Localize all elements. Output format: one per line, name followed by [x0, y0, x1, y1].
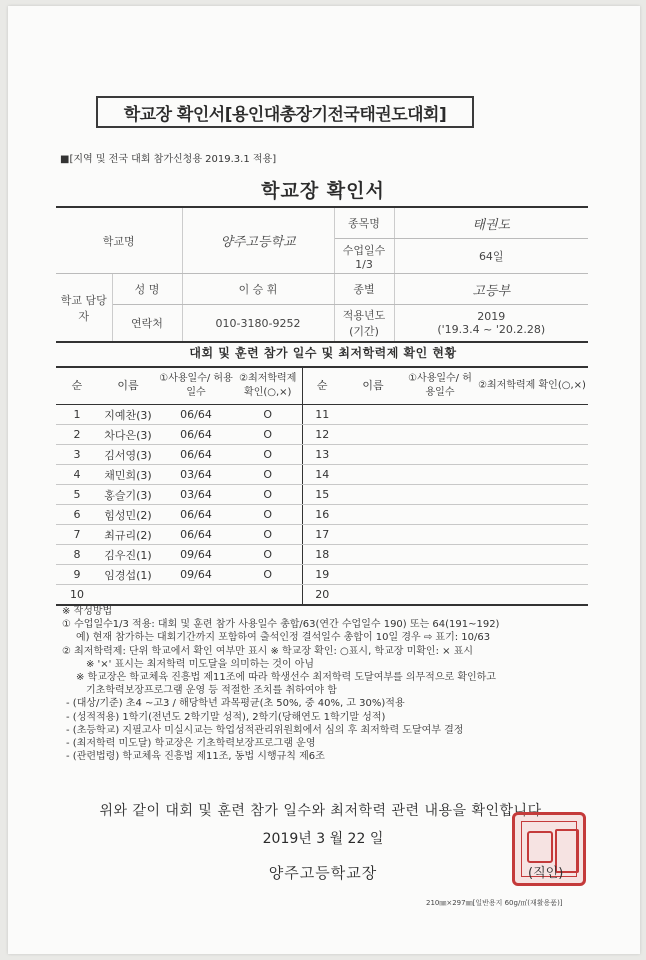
used-days-2 [404, 585, 476, 606]
row-number: 1 [56, 405, 98, 425]
minimum-grade-check-2 [476, 585, 588, 606]
used-days-2 [404, 405, 476, 425]
student-name-2 [342, 505, 404, 525]
row-number-2: 14 [302, 465, 342, 485]
col-pass: ②최저학력제 확인(○,×) [234, 367, 302, 405]
days-label: 수업일수 1/3 [334, 239, 394, 274]
used-days-2 [404, 425, 476, 445]
used-days-2 [404, 465, 476, 485]
row-number-2: 20 [302, 585, 342, 606]
table-row [56, 565, 588, 585]
event-label: 종목명 [334, 207, 394, 239]
note-item: ※ 학교장은 학교체육 진흥법 제11조에 따라 학생선수 최저학력 도달여부를 의무적으로 확인하고 [76, 672, 496, 684]
used-days: 06/64 [158, 425, 234, 445]
student-name: 차다은(3) [98, 425, 158, 445]
minimum-grade-check: O [234, 545, 302, 565]
used-days: 06/64 [158, 445, 234, 465]
note-item: ② 최저학력제: 단위 학교에서 확인 여부만 표시 ※ 학교장 확인: ○표시, 학교장 미확인: × 표시 [62, 645, 474, 657]
minimum-grade-check [234, 585, 302, 606]
row-number: 5 [56, 485, 98, 505]
minimum-grade-check: O [234, 405, 302, 425]
seal-glyph [527, 831, 553, 863]
used-days: 09/64 [158, 565, 234, 585]
table-row [56, 405, 588, 425]
student-name: 김우진(1) [98, 545, 158, 565]
row-number: 4 [56, 465, 98, 485]
used-days: 06/64 [158, 405, 234, 425]
table-row [56, 465, 588, 485]
row-number-2: 13 [302, 445, 342, 465]
row-number: 10 [56, 585, 98, 606]
student-name-2 [342, 565, 404, 585]
student-name-2 [342, 405, 404, 425]
used-days-2 [404, 525, 476, 545]
minimum-grade-check: O [234, 425, 302, 445]
days-value: 64일 [394, 239, 588, 274]
minimum-grade-check-2 [476, 465, 588, 485]
year-label: 적용년도 (기간) [334, 305, 394, 343]
event-value: 태권도 [394, 207, 588, 239]
used-days-2 [404, 505, 476, 525]
participation-table [56, 366, 588, 606]
seal-label: (직인) [528, 866, 564, 881]
row-number-2: 16 [302, 505, 342, 525]
contact-label: 연락처 [112, 305, 182, 343]
used-days-2 [404, 485, 476, 505]
col-days: ①사용일수/ 허용일수 [158, 367, 234, 405]
table-row [56, 485, 588, 505]
status-subtitle: 대회 및 훈련 참가 일수 및 최저학력제 확인 현황 [189, 346, 457, 360]
student-name: 김서영(3) [98, 445, 158, 465]
principal-signature: 양주고등학교장 [268, 864, 378, 882]
student-name-2 [342, 465, 404, 485]
student-name-2 [342, 545, 404, 565]
row-number: 2 [56, 425, 98, 445]
row-number: 7 [56, 525, 98, 545]
note-item: 기초학력보장프로그램 운영 등 적절한 조치를 취하여야 함 [86, 685, 337, 697]
student-name-2 [342, 425, 404, 445]
row-number-2: 12 [302, 425, 342, 445]
page-title: 학교장 확인서 [261, 180, 385, 202]
used-days: 03/64 [158, 465, 234, 485]
year-cell [394, 305, 588, 343]
paper-spec: 210㎜×297㎜[일반용지 60g/㎡(재활용품)] [426, 899, 563, 907]
col-days-2: ①사용일수/ 허용일수 [404, 367, 476, 405]
table-row [56, 525, 588, 545]
issue-date: 2019년 3 월 22 일 [262, 831, 384, 847]
minimum-grade-check: O [234, 525, 302, 545]
school-label: 학교명 [56, 207, 182, 274]
used-days-2 [404, 565, 476, 585]
minimum-grade-check-2 [476, 405, 588, 425]
note-item: ※ '×' 표시는 최저학력 미도달을 의미하는 것이 아님 [86, 658, 315, 670]
minimum-grade-check-2 [476, 565, 588, 585]
used-days-2 [404, 545, 476, 565]
used-days: 09/64 [158, 545, 234, 565]
row-number: 8 [56, 545, 98, 565]
col-no: 순 [56, 367, 98, 405]
table-row [56, 445, 588, 465]
student-name-2 [342, 525, 404, 545]
table-row [56, 505, 588, 525]
note-item: - (관련법령) 학교체육 진흥법 제11조, 동법 시행규칙 제6조 [66, 751, 325, 763]
participation-rows [56, 405, 588, 606]
row-number: 9 [56, 565, 98, 585]
row-number-2: 11 [302, 405, 342, 425]
row-number-2: 17 [302, 525, 342, 545]
student-name: 지예찬(3) [98, 405, 158, 425]
row-number: 3 [56, 445, 98, 465]
row-number: 6 [56, 505, 98, 525]
minimum-grade-check-2 [476, 485, 588, 505]
student-name: 홍슬기(3) [98, 485, 158, 505]
row-number-2: 19 [302, 565, 342, 585]
note-item: - (대상/기준) 초4 ~고3 / 해당학년 과목평균(초 50%, 중 40%, 고 30%)적용 [66, 698, 405, 710]
student-name: 채민희(3) [98, 465, 158, 485]
student-name-2 [342, 445, 404, 465]
student-name-2 [342, 585, 404, 606]
name-label: 성 명 [112, 274, 182, 305]
minimum-grade-check: O [234, 445, 302, 465]
minimum-grade-check-2 [476, 425, 588, 445]
col-pass-2: ②최저학력제 확인(○,×) [476, 367, 588, 405]
student-name: 임경섭(1) [98, 565, 158, 585]
student-name: 힘성민(2) [98, 505, 158, 525]
note-item: - (초등학교) 지필고사 미실시교는 학업성적관리위원회에서 심의 후 최저학력 도달여부 결정 [66, 724, 464, 736]
used-days-2 [404, 445, 476, 465]
name-value: 이 승 휘 [182, 274, 334, 305]
minimum-grade-check-2 [476, 525, 588, 545]
table-row [56, 585, 588, 606]
table-row [56, 425, 588, 445]
col-no-2: 순 [302, 367, 342, 405]
note-item: 예) 현재 참가하는 대회기간까지 포함하여 출석인정 결석일수 총합이 10일 경우 ⇨ 표기: 10/63 [76, 632, 491, 644]
manager-label: 학교 담당자 [56, 274, 112, 343]
minimum-grade-check-2 [476, 545, 588, 565]
school-value: 양주고등학교 [182, 207, 334, 274]
confirmation-statement: 위와 같이 대회 및 훈련 참가 일수와 최저학력 관련 내용을 확인합니다. [99, 803, 547, 819]
note-heading: ※ 작성방법 [62, 606, 113, 617]
application-note: ■[지역 및 전국 대회 참가신청용 2019.3.1 적용] [60, 154, 277, 165]
minimum-grade-check-2 [476, 445, 588, 465]
minimum-grade-check: O [234, 565, 302, 585]
student-name-2 [342, 485, 404, 505]
note-item: - (성적적용) 1학기(전년도 2학기말 성적), 2학기(당해연도 1학기말 성적) [66, 711, 386, 723]
table-row [56, 545, 588, 565]
row-number-2: 18 [302, 545, 342, 565]
writing-notes [62, 605, 582, 763]
note-item: ① 수업일수1/3 적용: 대회 및 훈련 참가 사용일수 총합/63(연간 수업일수 190) 또는 64(191~192) [62, 619, 500, 631]
used-days: 06/64 [158, 525, 234, 545]
col-name: 이름 [98, 367, 158, 405]
used-days [158, 585, 234, 606]
minimum-grade-check: O [234, 465, 302, 485]
used-days: 03/64 [158, 485, 234, 505]
division-label: 종별 [334, 274, 394, 305]
year-value: 2019 [477, 310, 506, 323]
used-days: 06/64 [158, 505, 234, 525]
document-banner: 학교장 확인서[용인대총장기전국태권도대회] [96, 96, 474, 128]
note-item: - (최저학력 미도달) 학교장은 기초학력보장프로그램 운영 [66, 738, 316, 750]
contact-value: 010-3180-9252 [182, 305, 334, 343]
col-name-2: 이름 [342, 367, 404, 405]
minimum-grade-check: O [234, 485, 302, 505]
row-number-2: 15 [302, 485, 342, 505]
minimum-grade-check: O [234, 505, 302, 525]
student-name [98, 585, 158, 606]
division-value: 고등부 [394, 274, 588, 305]
school-info-table [56, 206, 588, 343]
period-value: ('19.3.4 ~ '20.2.28) [437, 323, 546, 336]
minimum-grade-check-2 [476, 505, 588, 525]
student-name: 최규리(2) [98, 525, 158, 545]
